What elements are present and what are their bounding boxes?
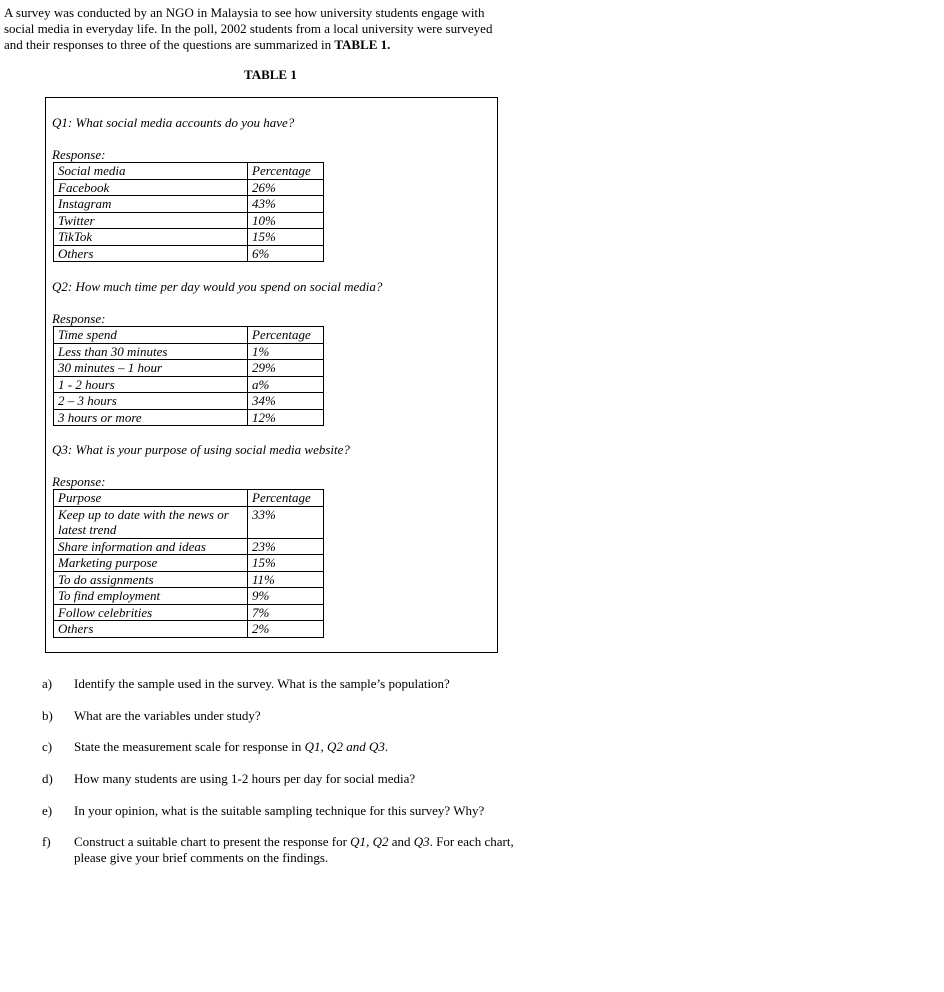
q3-row-value: 11% <box>248 571 324 588</box>
question-letter: c) <box>42 739 53 754</box>
q2-response-label: Response: <box>52 311 106 326</box>
q2-row-label: Less than 30 minutes <box>54 343 248 360</box>
q1-row-value: 26% <box>248 179 324 196</box>
q3-response-label: Response: <box>52 474 106 489</box>
question-letter: a) <box>42 676 53 691</box>
table-row <box>54 621 324 638</box>
table-row <box>54 376 324 393</box>
question-text-italic: Q1 <box>350 834 367 849</box>
q3-row-label: To find employment <box>54 588 248 605</box>
question-text: In your opinion, what is the suitable sampling technique for this survey? Why? <box>74 803 485 818</box>
table-caption: TABLE 1 <box>244 67 297 82</box>
q1-header-col1: Social media <box>54 163 248 180</box>
q2-row-label: 2 – 3 hours <box>54 393 248 410</box>
table-row <box>54 196 324 213</box>
q2-row-value: a% <box>248 376 324 393</box>
table-row <box>54 245 324 262</box>
q3-row-label: To do assignments <box>54 571 248 588</box>
q3-row-label: Share information and ideas <box>54 538 248 555</box>
q3-question: Q3: What is your purpose of using social media website? <box>52 442 350 457</box>
table-row <box>54 555 324 572</box>
q1-table <box>53 162 324 262</box>
q1-row-label: TikTok <box>54 229 248 246</box>
question-text-part: State the measurement scale for response in <box>74 739 305 754</box>
question-letter: f) <box>42 834 51 849</box>
question-text-italic: Q2 <box>372 834 389 849</box>
table-row <box>54 538 324 555</box>
q1-row-value: 10% <box>248 212 324 229</box>
question-text: How many students are using 1-2 hours per day for social media? <box>74 771 416 786</box>
table-row <box>54 604 324 621</box>
question-text-italic: Q1, Q2 and Q3 <box>304 739 385 754</box>
q1-row-value: 43% <box>248 196 324 213</box>
question-text: What are the variables under study? <box>74 708 261 723</box>
q3-row-value: 7% <box>248 604 324 621</box>
q2-header-col1: Time spend <box>54 327 248 344</box>
question-text: Identify the sample used in the survey. What is the sample’s population? <box>74 676 450 691</box>
q2-question: Q2: How much time per day would you spend on social media? <box>52 279 383 294</box>
table-row <box>54 571 324 588</box>
q1-row-label: Facebook <box>54 179 248 196</box>
q3-row-value: 15% <box>248 555 324 572</box>
question-text-part: Construct a suitable chart to present the response for <box>74 834 351 849</box>
question-text-part: . <box>384 739 389 754</box>
table-row <box>54 409 324 426</box>
question-letter: e) <box>42 803 53 818</box>
q3-row-value: 23% <box>248 538 324 555</box>
q1-question: Q1: What social media accounts do you have? <box>52 115 295 130</box>
question-text <box>74 739 544 755</box>
q3-table <box>53 489 324 638</box>
q3-row-label: Others <box>54 621 248 638</box>
q2-row-value: 12% <box>248 409 324 426</box>
question-letter: b) <box>42 708 53 723</box>
q3-row-value: 33% <box>248 506 324 538</box>
question-letter: d) <box>42 771 53 786</box>
q3-row-label: Keep up to date with the news or latest trend <box>54 506 248 538</box>
q2-row-value: 29% <box>248 360 324 377</box>
table-header-row <box>54 490 324 507</box>
q2-row-value: 34% <box>248 393 324 410</box>
intro-paragraph <box>4 5 504 53</box>
q1-row-value: 15% <box>248 229 324 246</box>
q1-row-label: Instagram <box>54 196 248 213</box>
question-text-part: . For each chart, please give your brief comments on the findings. <box>74 834 514 865</box>
q1-row-label: Twitter <box>54 212 248 229</box>
q1-header-col2: Percentage <box>248 163 324 180</box>
question-text-italic: Q3 <box>413 834 430 849</box>
intro-text: A survey was conducted by an NGO in Malaysia to see how university students engage with social media in everyday life. In the poll, 2002 students from a local university were surveyed and their responses to three of the questions are summarized in <box>4 5 493 52</box>
table-row <box>54 393 324 410</box>
q3-row-label: Follow celebrities <box>54 604 248 621</box>
q2-row-label: 1 - 2 hours <box>54 376 248 393</box>
table-header-row <box>54 163 324 180</box>
q3-row-value: 9% <box>248 588 324 605</box>
question-text <box>74 834 544 866</box>
table-row <box>54 360 324 377</box>
question-text-part: , <box>366 834 373 849</box>
q3-header-col2: Percentage <box>248 490 324 507</box>
table-row <box>54 179 324 196</box>
q3-row-label: Marketing purpose <box>54 555 248 572</box>
table-row <box>54 343 324 360</box>
intro-table-ref: TABLE 1. <box>334 37 391 52</box>
q2-header-col2: Percentage <box>248 327 324 344</box>
q2-row-label: 30 minutes – 1 hour <box>54 360 248 377</box>
q3-row-value: 2% <box>248 621 324 638</box>
table-row <box>54 229 324 246</box>
q2-row-label: 3 hours or more <box>54 409 248 426</box>
table-header-row <box>54 327 324 344</box>
q1-row-label: Others <box>54 245 248 262</box>
q3-header-col1: Purpose <box>54 490 248 507</box>
question-text-part: and <box>388 834 414 849</box>
table-row <box>54 212 324 229</box>
q2-row-value: 1% <box>248 343 324 360</box>
table-row <box>54 506 324 538</box>
table-row <box>54 588 324 605</box>
q1-row-value: 6% <box>248 245 324 262</box>
q2-table <box>53 326 324 426</box>
q1-response-label: Response: <box>52 147 106 162</box>
